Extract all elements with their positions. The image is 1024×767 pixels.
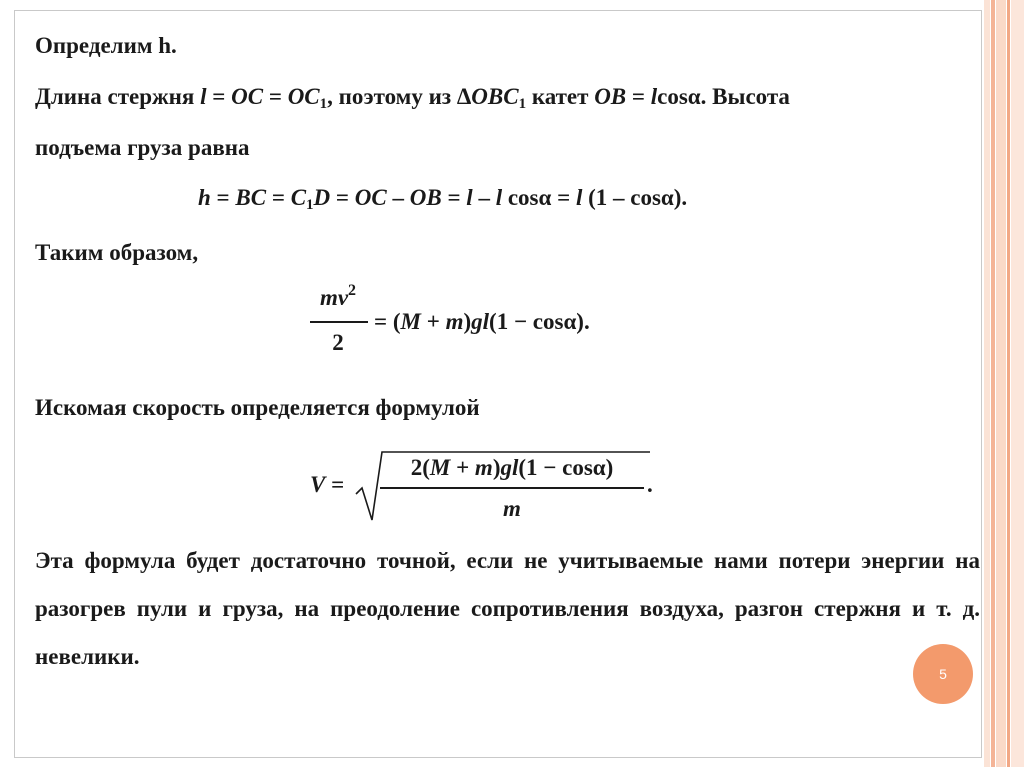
text-tak: Таким образом, xyxy=(35,240,199,265)
text-iskomaya: Искомая скорость определяется формулой xyxy=(35,395,480,420)
decorative-stripes xyxy=(984,0,1024,767)
eq3-lhs: V = xyxy=(310,472,345,497)
eq2-fraction-line xyxy=(310,321,368,323)
conclusion-paragraph: Эта формула будет достаточно точной, если не учитываемые нами потери энергии на разогрев пули и груза, на преодоление сопротивления воздуха, разгон стержня и т. д. невелики. xyxy=(35,548,980,669)
page-number-badge xyxy=(913,644,973,704)
text-line-1: Длина стержня l = OC = $OC_1$, поэтому из $\Delta OBC_1$ катет OB = lcosα. Высота xyxy=(35,84,790,112)
equation-height: h = BC = $C_1D$ = OC – OB = l – l cosα = l (1 – cosα). xyxy=(198,185,688,213)
eq2-denominator: 2 xyxy=(332,330,344,355)
page-number: 5 xyxy=(939,666,947,682)
eq3-dot: . xyxy=(647,472,653,497)
eq3-denominator: m xyxy=(503,496,521,521)
eq3-numerator: 2(M + m)gl(1 − cosα) xyxy=(410,455,614,480)
eq3-fraction-line xyxy=(380,487,644,489)
eq2-rhs: = (M + m)gl(1 − cosα). xyxy=(374,309,590,334)
eq2-numerator: $mv^2$ xyxy=(319,282,357,310)
heading: Определим h. xyxy=(35,33,177,58)
text-line-2: подъема груза равна xyxy=(35,135,250,160)
